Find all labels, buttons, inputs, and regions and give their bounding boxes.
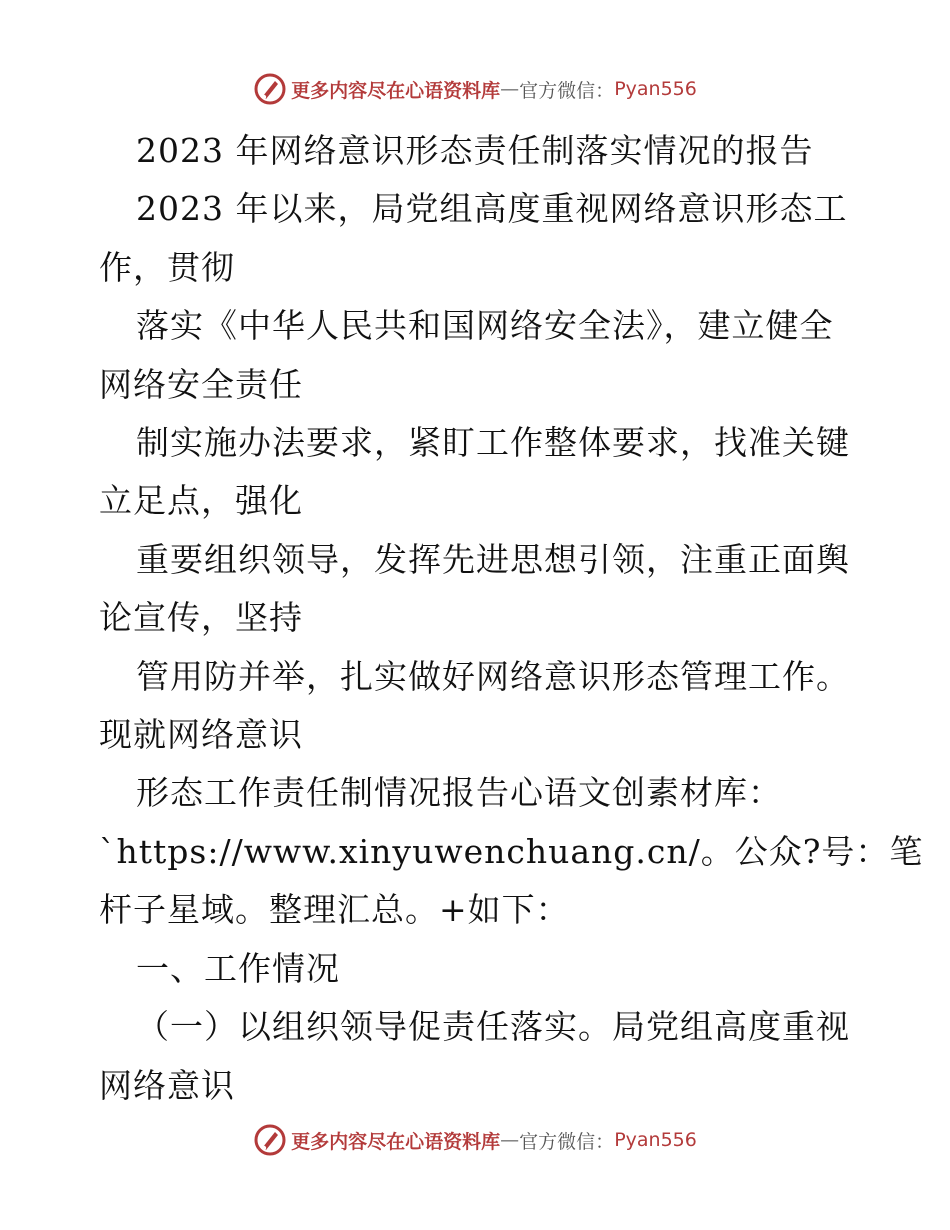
paragraph-line: 杆子星域。整理汇总。+如下： [99,890,570,930]
watermark-main-text: 更多内容尽在心语资料库 [291,79,501,102]
header-watermark [0,67,950,111]
paragraph-line: 论宣传，坚持 [99,598,303,638]
watermark-separator: — [500,78,520,100]
paragraph-line: 2023 年以来，局党组高度重视网络意识形态工 [136,189,848,229]
paragraph-line: 作，贯彻 [99,247,235,287]
paragraph-line: 网络意识 [99,1065,235,1105]
paragraph-line: 落实《中华人民共和国网络安全法》，建立健全 [136,306,834,346]
watermark-wechat-label: 官方微信： [519,79,615,102]
pen-circle-logo-icon [253,1123,287,1157]
paragraph-line: 管用防并举，扎实做好网络意识形态管理工作。 [136,656,850,696]
footer-watermark [0,1118,950,1162]
paragraph-line-url: `https://www.xinyuwenchuang.cn/。公众?号：笔 [99,831,924,871]
paragraph-line: 形态工作责任制情况报告心语文创素材库： [136,773,782,813]
watermark-wechat-id: Pyan556 [614,1129,697,1151]
watermark-wechat-label: 官方微信： [519,1130,615,1153]
watermark-wechat-id: Pyan556 [614,78,697,100]
section-heading: 一、工作情况 [136,948,340,988]
document-title: 2023 年网络意识形态责任制落实情况的报告 [136,131,814,170]
paragraph-line: 重要组织领导，发挥先进思想引领，注重正面舆 [136,539,850,579]
pen-circle-logo-icon [253,72,287,106]
watermark-separator: — [500,1129,520,1151]
watermark-main-text: 更多内容尽在心语资料库 [291,1130,501,1153]
subsection-heading: （一）以组织领导促责任落实。局党组高度重视 [136,1007,850,1047]
paragraph-line: 网络安全责任 [99,364,303,404]
paragraph-line: 立足点，强化 [99,481,303,521]
paragraph-line: 现就网络意识 [99,715,303,755]
document-body [99,122,924,1115]
paragraph-line: 制实施办法要求，紧盯工作整体要求，找准关键 [136,423,850,463]
